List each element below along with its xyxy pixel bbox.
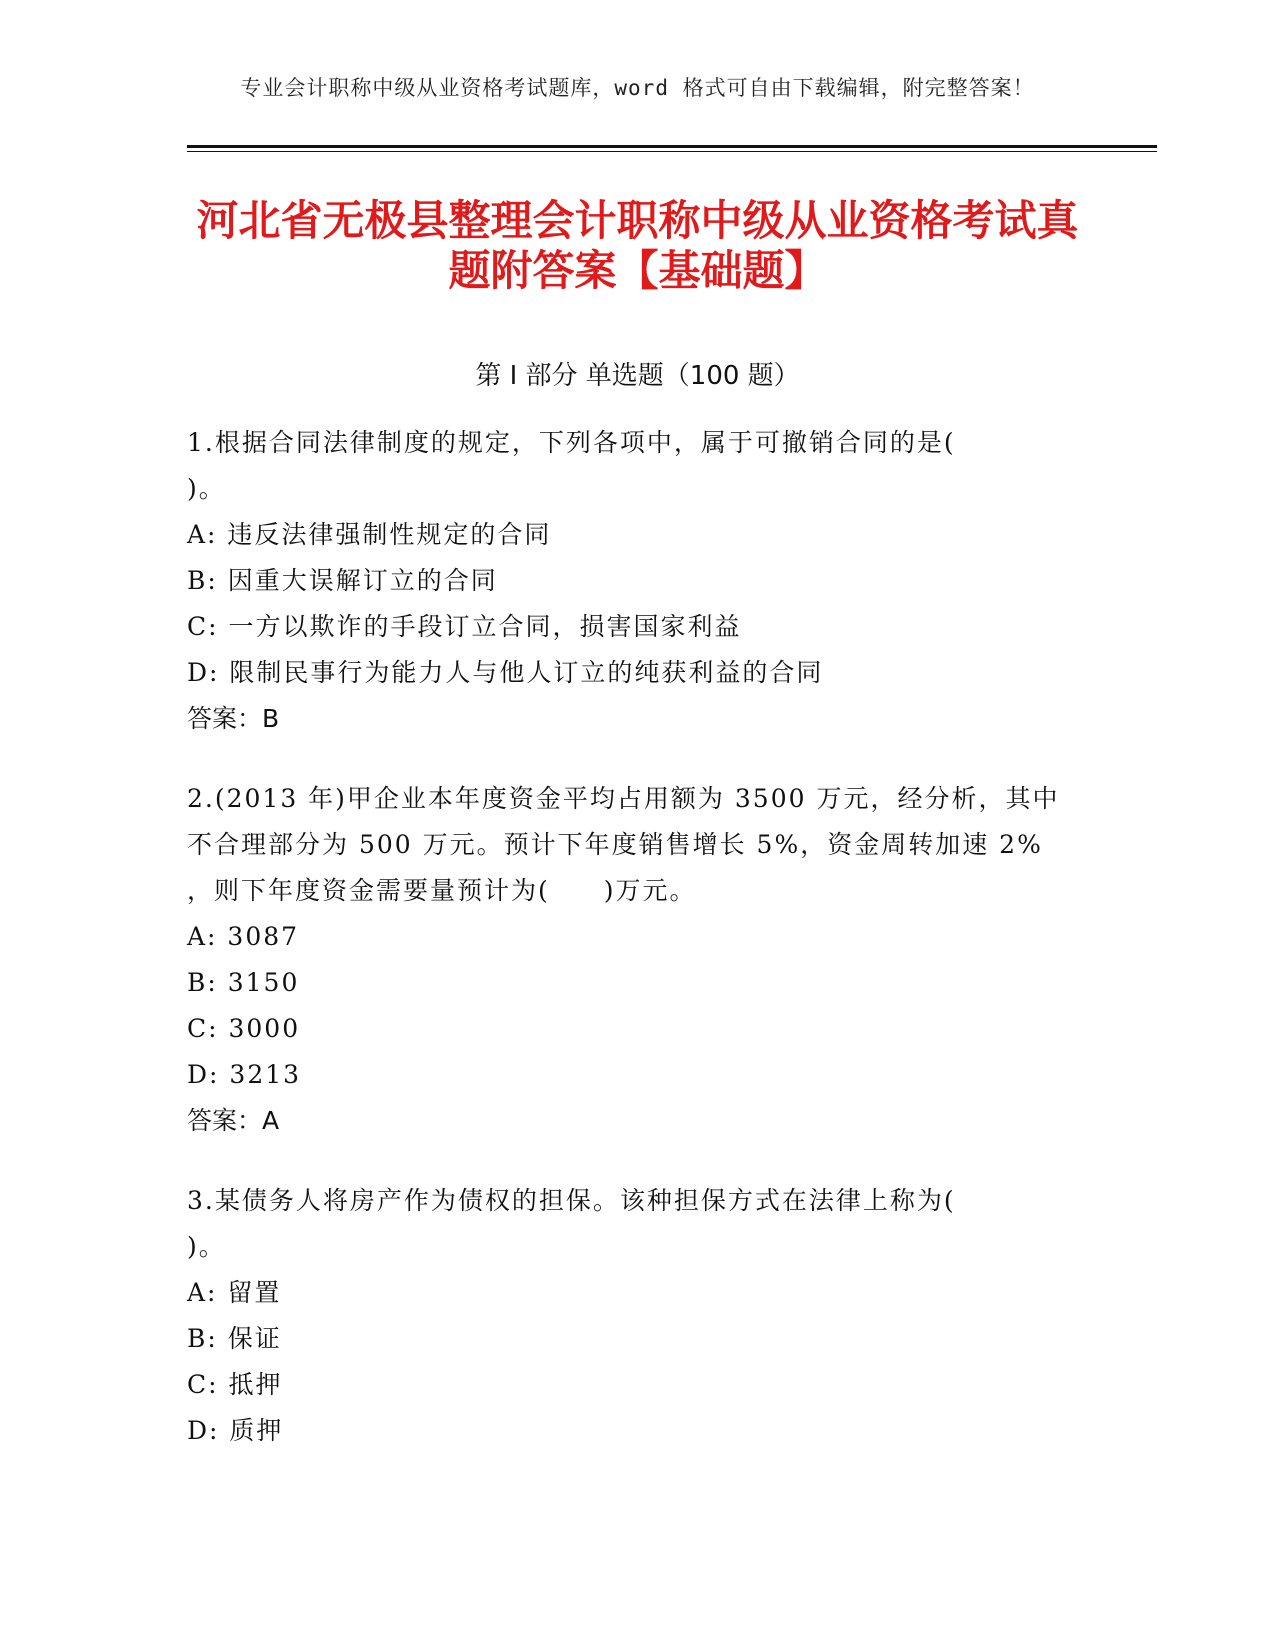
question-stem-line: 不合理部分为 500 万元。预计下年度销售增长 5%，资金周转加速 2% [187, 830, 1043, 859]
question-2 [187, 776, 1087, 1144]
header-divider-thick [187, 145, 1157, 148]
option-c: C: 一方以欺诈的手段订立合同，损害国家利益 [187, 612, 742, 641]
option-d: D: 限制民事行为能力人与他人订立的纯获利益的合同 [187, 658, 824, 687]
header-divider-thin [187, 151, 1157, 152]
option-c: C: 3000 [187, 1014, 301, 1043]
document-title: 河北省无极县整理会计职称中级从业资格考试真题附答案【基础题】 [196, 196, 1079, 295]
option-d: D: 3213 [187, 1060, 302, 1089]
question-stem-line: 2.(2013 年)甲企业本年度资金平均占用额为 3500 万元，经分析，其中 [187, 784, 1060, 813]
option-b: B: 保证 [187, 1324, 282, 1353]
question-3 [187, 1178, 1087, 1454]
answer: 答案：B [187, 704, 280, 733]
option-b: B: 因重大误解订立的合同 [187, 566, 498, 595]
option-a: A: 留置 [187, 1278, 282, 1307]
question-stem-line: )。 [187, 1232, 226, 1261]
question-stem-line: )。 [187, 474, 226, 503]
option-b: B: 3150 [187, 968, 300, 997]
option-a: A: 3087 [187, 922, 300, 951]
answer: 答案：A [187, 1106, 280, 1135]
section-title: 第 I 部分 单选题（100 题） [475, 361, 800, 391]
option-d: D: 质押 [187, 1416, 284, 1445]
option-a: A: 违反法律强制性规定的合同 [187, 520, 552, 549]
question-stem-line: 1.根据合同法律制度的规定，下列各项中，属于可撤销合同的是( [187, 428, 956, 457]
question-stem-line: ，则下年度资金需要量预计为( )万元。 [187, 876, 697, 905]
option-c: C: 抵押 [187, 1370, 283, 1399]
question-stem-line: 3.某债务人将房产作为债权的担保。该种担保方式在法律上称为( [187, 1186, 956, 1215]
header-note: 专业会计职称中级从业资格考试题库，word 格式可自由下载编辑，附完整答案！ [240, 76, 1035, 100]
question-1 [187, 420, 1087, 742]
